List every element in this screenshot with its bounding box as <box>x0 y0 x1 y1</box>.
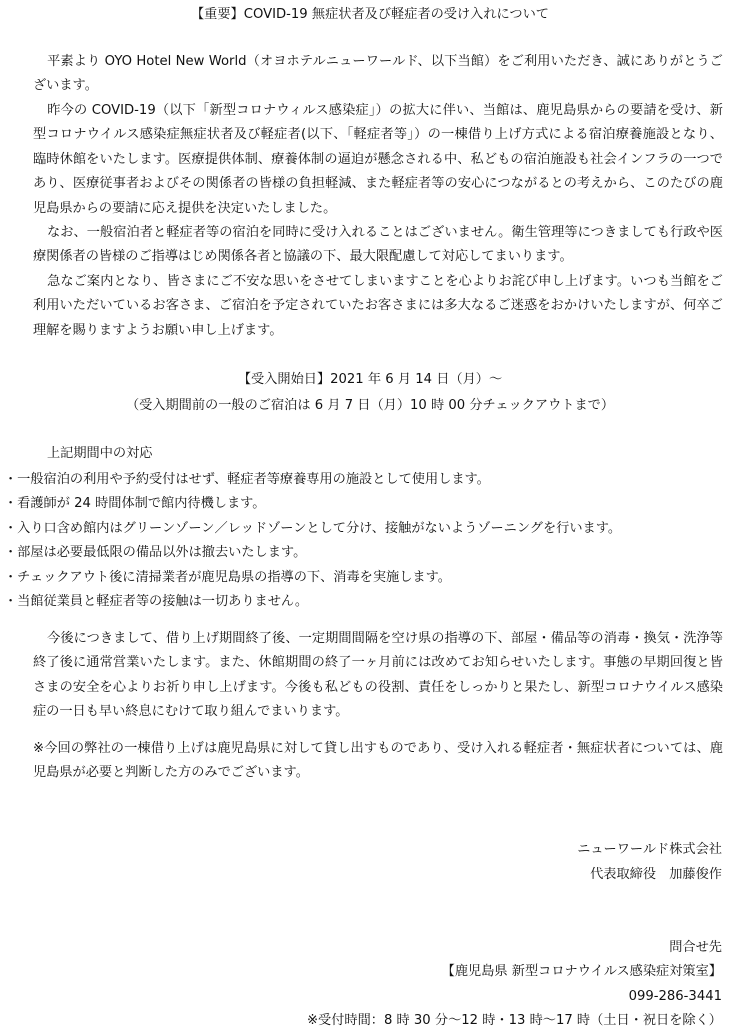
intro-paragraph-3 <box>33 221 723 270</box>
contact-phone: 099-286-3441 <box>628 988 722 1004</box>
measures-list <box>4 468 724 614</box>
intro-paragraph-4-text: 急なご案内となり、皆さまにご不安な思いをさせてしまいますことを心よりお詫び申し上げます。いつも当館をご利用いただいているお客さま、ご宿泊を予定されていたお客さまには多大なるご迷惑をおかけいたしますが、何卒ご理解を賜りますようお願い申し上げます。 <box>33 274 723 338</box>
document-title: 【重要】COVID-19 無症状者及び軽症者の受け入れについて <box>190 7 549 22</box>
signature-company: ニューワールド株式会社 <box>577 842 722 857</box>
list-item: ・一般宿泊の利用や予約受付はせず、軽症者等療養専用の施設として使用します。 <box>4 472 490 487</box>
list-item: ・看護師が 24 時間体制で館内待機します。 <box>4 496 266 512</box>
list-item: ・チェックアウト後に清掃業者が鹿児島県の指導の下、消毒を実施します。 <box>4 569 451 585</box>
intro-paragraph-1 <box>33 50 723 99</box>
measures-heading <box>33 442 723 466</box>
schedule-note: （受入期間前の一般のご宿泊は 6 月 7 日（月）10 時 00 分チェックアウトまで） <box>125 398 615 413</box>
list-item: ・入り口含め館内はグリーンゾーン／レッドゾーンとして分け、接触がないようゾーニングを行います。 <box>4 520 622 536</box>
contact-office: 【鹿児島県 新型コロナウイルス感染症対策室】 <box>441 964 722 980</box>
intro-paragraph-1-text: 平素より OYO Hotel New World（オヨホテルニューワールド、以下当館）をご利用いただき、誠にありがとうございます。 <box>33 54 723 94</box>
intro-paragraph-2-text: 昨今の COVID-19（以下「新型コロナウィルス感染症」）の拡大に伴い、当館は、鹿児島県からの要請を受け、新型コロナウイルス感染症無症状者及び軽症者(以下、「軽症者等」）の一棟借り上げ方式による宿泊療養施設となり、臨時休館をいたします。医療提供体制、療養体制の逼迫が懸念される中、私どもの宿泊施設も社会インフラの一つであり、医療従事者およびその関係者の皆様の負担軽減、また軽症者等の安心につながるとの考えから、このたびの鹿児島県からの要請に応え提供を決定いたしました。 <box>33 103 723 216</box>
closing-paragraph <box>33 627 723 725</box>
intro-paragraph-4 <box>33 270 723 343</box>
intro-paragraph-2 <box>33 99 723 221</box>
closing-paragraph-text: 今後につきまして、借り上げ期間終了後、一定期間間隔を空け県の指導の下、部屋・備品等の消毒・換気・洗浄等終了後に通常営業いたします。また、休館期間の終了一ヶ月前には改めてお知らせいたします。事態の早期回復と皆さまの安全を心よりお祈り申し上げます。今後も私どもの役割、責任をしっかりと果たし、新型コロナウイルス感染症の一日も早い終息にむけて取り組んでまいります。 <box>33 631 723 720</box>
signature-representative: 代表取締役 加藤俊作 <box>590 867 722 882</box>
footnote: ※今回の弊社の一棟借り上げは鹿児島県に対して貸し出すものであり、受け入れる軽症者・無症状者については、鹿児島県が必要と判断した方のみでございます。 <box>33 741 723 781</box>
list-item: ・部屋は必要最低限の備品以外は撤去いたします。 <box>4 545 307 561</box>
list-item: ・当館従業員と軽症者等の接触は一切ありません。 <box>4 594 309 610</box>
contact-label: 問合せ先 <box>669 940 722 955</box>
contact-hours: ※受付時間：8 時 30 分～12 時・13 時～17 時（土日・祝日を除く） <box>306 1013 722 1029</box>
intro-paragraph-3-text: なお、一般宿泊者と軽症者等の宿泊を同時に受け入れることはございません。衛生管理等につきましても行政や医療関係者の皆様のご指導はじめ関係各者と協議の下、最大限配慮して対応してまいります。 <box>33 225 723 265</box>
schedule-start: 【受入開始日】2021 年 6 月 14 日（月）～ <box>237 372 503 387</box>
contact-block <box>252 936 722 1034</box>
measures-heading-text: 上記期間中の対応 <box>47 446 153 461</box>
